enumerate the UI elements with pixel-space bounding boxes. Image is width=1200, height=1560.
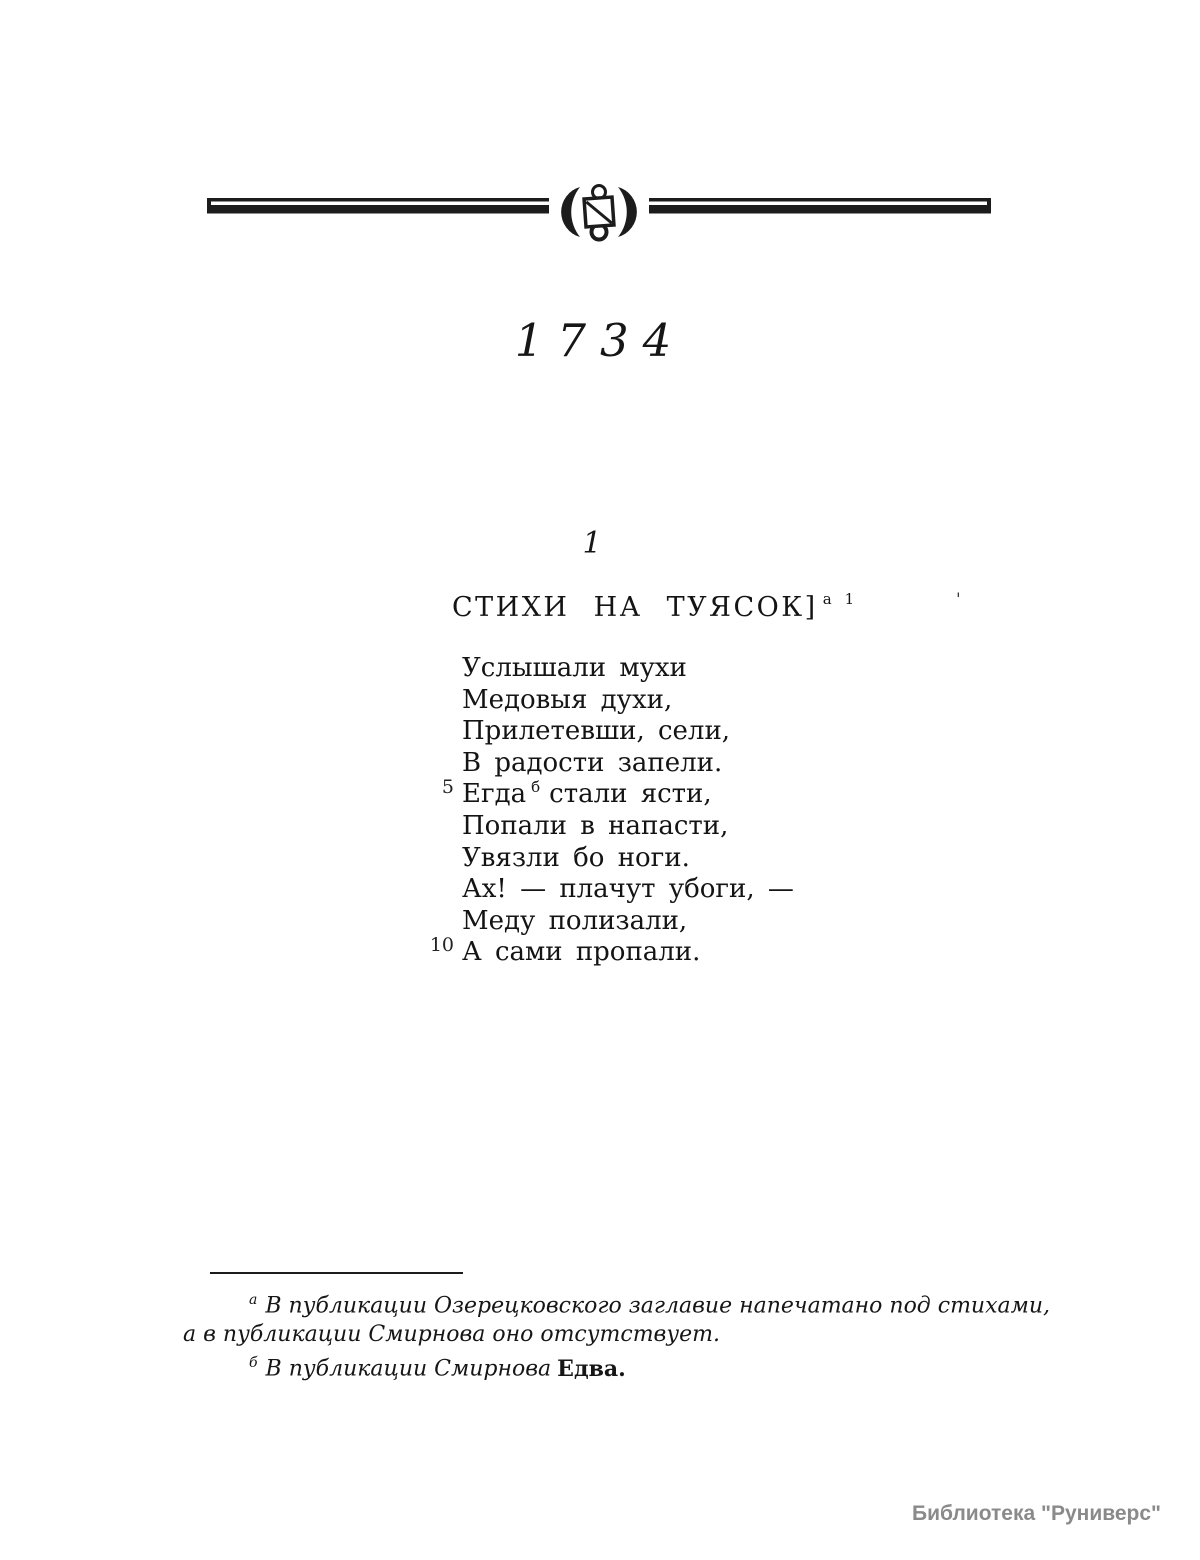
poem-line: [429, 930, 794, 968]
footnote-a-line-1: [183, 1286, 1051, 1320]
poem: [429, 646, 794, 968]
footnote-rule: [210, 1272, 463, 1274]
poem-title-text: СТИХИ НА ТУЯСОК]: [452, 592, 818, 623]
poem-line-text: Услышали мухи: [462, 653, 687, 683]
poem-line-number: 5: [441, 776, 454, 799]
poem-footnote-marker: б: [531, 778, 541, 797]
poem-line: [462, 836, 794, 873]
footnote-marker: б: [249, 1355, 258, 1372]
poem-line-text: В радости запели.: [462, 747, 723, 778]
footnote-a-line-2: [183, 1320, 979, 1349]
footnote-text: В публикации Озерецковского заглавие напечатано под стихами,: [265, 1293, 1051, 1319]
poem-line: [462, 741, 794, 778]
poem-line-text: Медовыя духи,: [462, 684, 673, 715]
footnote-text: а в публикации Смирнова оно отсутствует.: [183, 1322, 721, 1348]
poem-line: [462, 678, 794, 715]
poem-line-text: Меду полизали,: [462, 905, 688, 936]
section-number: 1: [582, 526, 602, 561]
footnote-text: В публикации Смирнова: [265, 1356, 552, 1382]
poem-line-text: Попали в напасти,: [462, 810, 729, 841]
poem-line: [462, 804, 794, 841]
poem-line: [462, 646, 794, 683]
poem-line-text: Увязли бо ноги.: [462, 842, 690, 873]
poem-line-number: 10: [429, 934, 454, 957]
year-heading: 1734: [514, 314, 686, 367]
footnotes: [183, 1286, 1051, 1384]
footnote-b: [183, 1349, 979, 1383]
title-note-number: 1: [844, 590, 855, 608]
poem-line-text: Прилетевши, сели,: [462, 716, 731, 747]
title-footnote-marker: а: [822, 590, 832, 608]
footnote-marker: а: [249, 1292, 258, 1308]
poem-line: [462, 709, 794, 747]
poem-line: [462, 899, 794, 936]
poem-line: [462, 867, 794, 905]
watermark-label: Библиотека "Руниверс": [912, 1502, 1162, 1525]
poem-title: [452, 592, 854, 623]
stray-mark: ': [956, 590, 961, 610]
footnote-variant-word: Едва.: [557, 1355, 626, 1382]
ornament-rule-icon: [203, 183, 995, 243]
poem-line-text: Ах! — плачут убоги, —: [462, 874, 794, 905]
poem-line-text: А сами пропали.: [462, 937, 701, 968]
poem-line: [441, 772, 794, 810]
poem-line-text: стали ясти,: [549, 779, 712, 810]
poem-line-text: Егда: [462, 779, 527, 810]
